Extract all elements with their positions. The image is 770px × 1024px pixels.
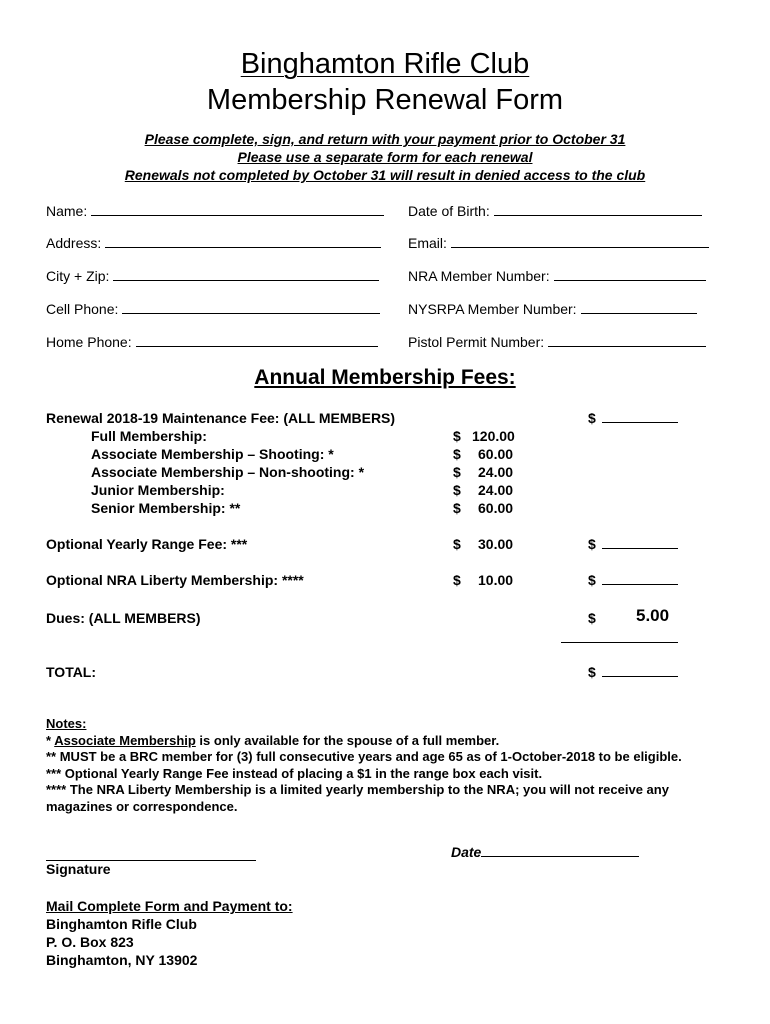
dollar-sign: $ [453,500,461,516]
dollar-sign: $ [588,410,596,426]
notes-heading: Notes: [46,716,87,731]
name-line[interactable] [91,203,384,216]
fees-heading: Annual Membership Fees: [254,366,516,389]
cell-phone-field[interactable] [46,301,380,317]
instruction-2: Please use a separate form for each renewal [237,149,533,165]
liberty-amount: 10.00 [478,572,514,588]
home-phone-field[interactable] [46,334,378,350]
date-label: Date [451,844,482,860]
renewal-fee-line[interactable] [602,410,678,423]
nra-label: NRA Member Number: [408,268,550,284]
membership-type-label: Associate Membership – Shooting: * [91,446,334,462]
renewal-fee-label: Renewal 2018-19 Maintenance Fee: (ALL MEMBERS) [46,410,396,426]
pistol-permit-field[interactable] [408,334,706,350]
form-subtitle: Membership Renewal Form [206,84,564,116]
email-line[interactable] [451,235,709,248]
dob-field[interactable] [408,203,702,219]
liberty-line[interactable] [602,572,678,585]
subtotal-divider [561,642,678,643]
liberty-blank[interactable] [588,572,678,588]
nra-field[interactable] [408,268,706,284]
dollar-sign: $ [453,572,461,588]
membership-type-label: Associate Membership – Non-shooting: * [91,464,365,480]
email-field[interactable] [408,235,709,251]
nysrpa-line[interactable] [581,301,697,314]
range-fee-label: Optional Yearly Range Fee: *** [46,536,248,552]
membership-amount: 120.00 [472,428,515,444]
membership-amount: 24.00 [478,464,514,480]
name-field[interactable] [46,203,384,219]
liberty-label: Optional NRA Liberty Membership: **** [46,572,304,588]
dollar-sign: $ [453,482,461,498]
city-zip-label: City + Zip: [46,268,110,284]
nysrpa-label: NYSRPA Member Number: [408,301,577,317]
dollar-sign: $ [453,428,461,444]
note-3: *** Optional Yearly Range Fee instead of placing a $1 in the range box each visit. [46,766,543,781]
note-4: **** The NRA Liberty Membership is a limited yearly membership to the NRA; you will not receive any [46,782,669,797]
range-fee-blank[interactable] [588,536,678,552]
nysrpa-field[interactable] [408,301,697,317]
total-line[interactable] [602,664,678,677]
dollar-sign: $ [453,446,461,462]
date-field[interactable] [451,844,639,860]
dollar-sign: $ [588,664,596,680]
mail-address-line-2: P. O. Box 823 [46,934,134,950]
dollar-sign: $ [453,464,461,480]
dob-label: Date of Birth: [408,203,490,219]
cell-phone-label: Cell Phone: [46,301,119,317]
dollar-sign: $ [588,536,596,552]
dob-line[interactable] [494,203,702,216]
range-fee-line[interactable] [602,536,678,549]
cell-phone-line[interactable] [122,301,380,314]
nra-line[interactable] [554,268,706,281]
address-label: Address: [46,235,102,251]
name-label: Name: [46,203,88,219]
range-fee-amount: 30.00 [478,536,514,552]
note-1-prefix: * [46,733,55,748]
dollar-sign: $ [588,610,596,626]
city-zip-field[interactable] [46,268,379,284]
city-zip-line[interactable] [113,268,379,281]
total-blank[interactable] [588,664,678,680]
pistol-permit-line[interactable] [548,334,706,347]
date-line[interactable] [481,844,639,857]
dues-label: Dues: (ALL MEMBERS) [46,610,201,626]
note-1-text: is only available for the spouse of a full member. [195,733,500,748]
membership-type-label: Full Membership: [91,428,207,444]
email-label: Email: [408,235,447,251]
instruction-1: Please complete, sign, and return with your payment prior to October 31 [144,131,626,147]
note-1-term: Associate Membership [54,733,196,748]
address-line[interactable] [105,235,381,248]
dollar-sign: $ [588,572,596,588]
total-label: TOTAL: [46,664,97,680]
club-name: Binghamton Rifle Club [240,48,530,80]
dollar-sign: $ [453,536,461,552]
membership-amount: 24.00 [478,482,514,498]
mail-address-line-1: Binghamton Rifle Club [46,916,197,932]
home-phone-line[interactable] [136,334,378,347]
note-2: ** MUST be a BRC member for (3) full consecutive years and age 65 as of 1-October-2018 to be eligible. [46,749,682,764]
mail-heading: Mail Complete Form and Payment to: [46,898,293,914]
membership-type-label: Junior Membership: [91,482,225,498]
dues-amount: 5.00 [636,606,670,625]
membership-amount: 60.00 [478,500,514,516]
renewal-fee-blank[interactable] [588,410,678,426]
note-1 [46,733,499,748]
membership-amount: 60.00 [478,446,514,462]
membership-type-label: Senior Membership: ** [91,500,241,516]
instruction-3: Renewals not completed by October 31 will result in denied access to the club [124,167,646,183]
signature-label: Signature [46,861,111,877]
form-title [0,48,770,81]
address-field[interactable] [46,235,381,251]
note-4-continued: magazines or correspondence. [46,799,238,814]
home-phone-label: Home Phone: [46,334,132,350]
mail-address-line-3: Binghamton, NY 13902 [46,952,198,968]
pistol-permit-label: Pistol Permit Number: [408,334,545,350]
